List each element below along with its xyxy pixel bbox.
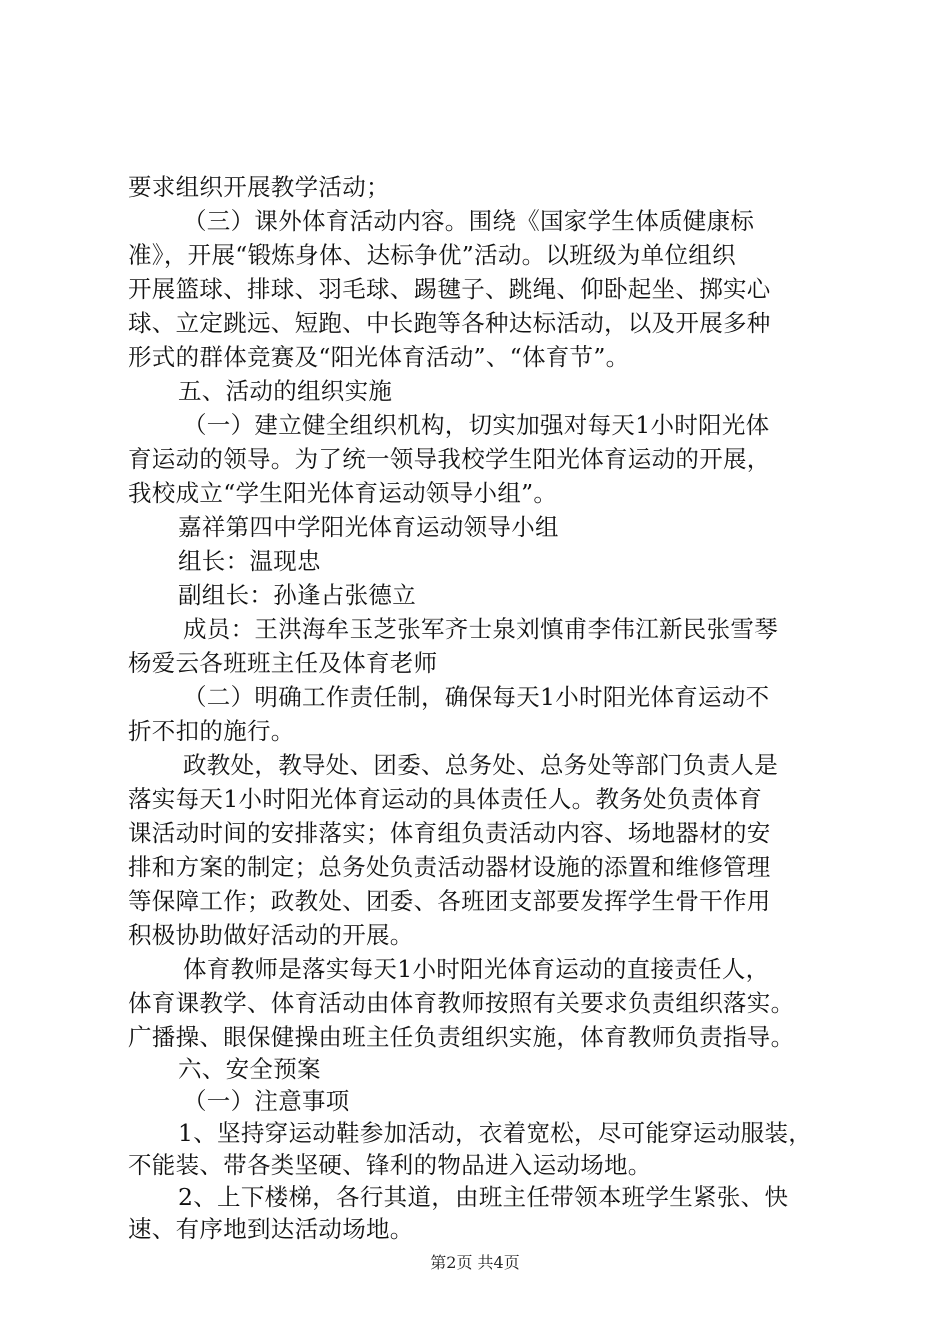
text-line: 我校成立“学生阳光体育运动领导小组”。	[128, 479, 558, 507]
text-line: （二）明确工作责任制，确保每天1小时阳光体育运动不	[183, 683, 770, 711]
section-heading: 五、活动的组织实施	[178, 377, 393, 405]
text-line: 折不扣的施行。	[128, 717, 295, 745]
text-line: 育运动的领导。为了统一领导我校学生阳光体育运动的开展，	[128, 445, 771, 473]
text-line: 体育教师是落实每天1小时阳光体育运动的直接责任人，	[183, 955, 770, 983]
text-line: 准》，开展“锻炼身体、达标争优”活动。以班级为单位组织	[128, 241, 736, 269]
text-line: （一）建立健全组织机构，切实加强对每天1小时阳光体	[183, 411, 770, 439]
text-line: 排和方案的制定；总务处负责活动器材设施的添置和维修管理	[128, 853, 771, 881]
text-line: （三）课外体育活动内容。围绕《国家学生体质健康标	[183, 207, 755, 235]
text-line: 等保障工作；政教处、团委、各班团支部要发挥学生骨干作用	[128, 887, 771, 915]
text-line: 速、有序地到达活动场地。	[128, 1215, 414, 1243]
page-footer: 第2页 共4页	[430, 1253, 520, 1272]
text-line: 课活动时间的安排落实；体育组负责活动内容、场地器材的安	[128, 819, 771, 847]
text-line: 副组长：孙逢占张德立	[178, 581, 416, 609]
section-heading: 六、安全预案	[178, 1055, 321, 1083]
text-line: 落实每天1小时阳光体育运动的具体责任人。教务处负责体育	[128, 785, 763, 813]
text-line: 1、坚持穿运动鞋参加活动，衣着宽松，尽可能穿运动服装，	[178, 1119, 813, 1147]
text-line: 2、上下楼梯，各行其道，由班主任带领本班学生紧张、快	[178, 1183, 789, 1211]
text-line: 组长：温现忠	[178, 547, 321, 575]
text-line: 成员：王洪海牟玉芝张军齐士泉刘慎甫李伟江新民张雪琴	[183, 615, 778, 643]
text-line: 嘉祥第四中学阳光体育运动领导小组	[178, 513, 559, 541]
text-line: （一）注意事项	[183, 1087, 350, 1115]
text-line: 体育课教学、体育活动由体育教师按照有关要求负责组织落实。	[128, 989, 795, 1017]
text-line: 杨爱云各班班主任及体育老师	[128, 649, 438, 677]
text-line: 广播操、眼保健操由班主任负责组织实施，体育教师负责指导。	[128, 1023, 795, 1051]
text-line: 积极协助做好活动的开展。	[128, 921, 414, 949]
text-line: 形式的群体竞赛及“阳光体育活动”、“体育节”。	[128, 343, 630, 371]
text-line: 政教处，教导处、团委、总务处、总务处等部门负责人是	[183, 751, 778, 779]
text-line: 要求组织开展教学活动；	[128, 173, 390, 201]
text-line: 开展篮球、排球、羽毛球、踢毽子、跳绳、仰卧起坐、掷实心	[128, 275, 771, 303]
text-line: 不能装、带各类坚硬、锋利的物品进入运动场地。	[128, 1151, 652, 1179]
text-line: 球、立定跳远、短跑、中长跑等各种达标活动，以及开展多种	[128, 309, 771, 337]
